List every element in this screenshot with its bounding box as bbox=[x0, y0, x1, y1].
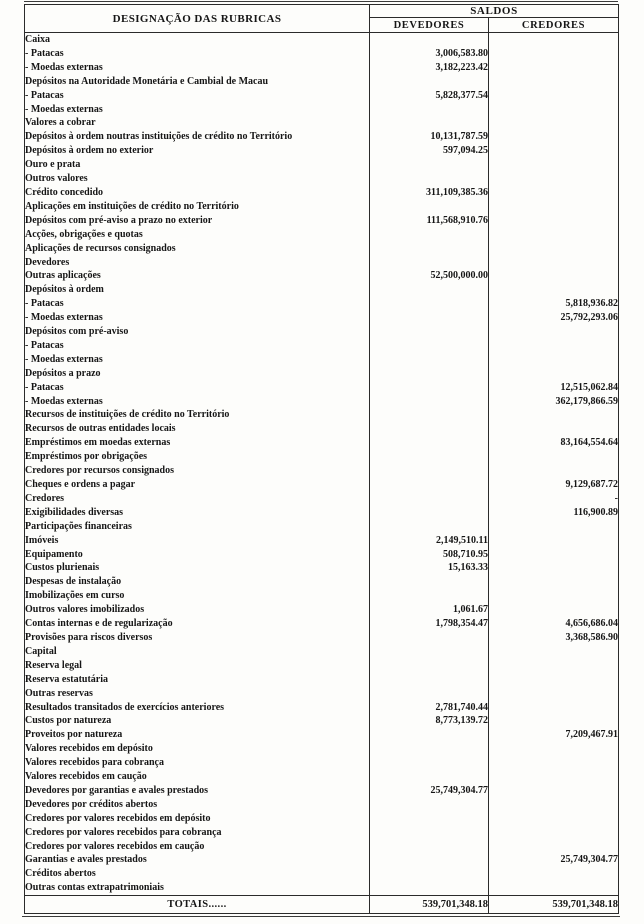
table-row bbox=[25, 603, 619, 617]
row-label: Depósitos à ordem noutras instituições de crédito no Território bbox=[25, 130, 370, 144]
row-devedores-value bbox=[370, 645, 489, 659]
totals-devedores-value: 539,701,348.18 bbox=[370, 896, 489, 914]
row-credores-value bbox=[489, 561, 619, 575]
row-credores-value: 83,164,554.64 bbox=[560, 437, 618, 449]
row-credores-value bbox=[489, 339, 619, 353]
table-row bbox=[25, 561, 619, 575]
table-row bbox=[25, 575, 619, 589]
row-credores-value bbox=[489, 172, 619, 186]
table-row bbox=[25, 812, 619, 826]
table-row bbox=[25, 450, 619, 464]
table-row bbox=[25, 33, 619, 47]
column-header-credores: CREDORES bbox=[489, 18, 619, 33]
row-devedores-value bbox=[370, 478, 489, 492]
row-devedores-value: 3,006,583.80 bbox=[370, 47, 489, 61]
row-credores-value: 12,515,062.84 bbox=[560, 381, 618, 393]
row-label: Depósitos na Autoridade Monetária e Cambial de Macau bbox=[25, 75, 370, 89]
column-header-designacao: DESIGNAÇÃO DAS RUBRICAS bbox=[25, 5, 370, 33]
row-credores-value bbox=[489, 798, 619, 812]
row-credores-value bbox=[489, 756, 619, 770]
row-label: Participações financeiras bbox=[25, 520, 370, 534]
row-devedores-value bbox=[370, 408, 489, 422]
table-row bbox=[25, 687, 619, 701]
row-label: - Patacas bbox=[25, 339, 370, 353]
table-row bbox=[25, 701, 619, 715]
row-devedores-value: 10,131,787.59 bbox=[370, 130, 489, 144]
row-label: Créditos abertos bbox=[25, 867, 370, 881]
row-label: Devedores por créditos abertos bbox=[25, 798, 370, 812]
table-row bbox=[25, 228, 619, 242]
row-credores-value bbox=[489, 47, 619, 61]
row-label: Caixa bbox=[25, 33, 370, 47]
table-row bbox=[25, 381, 619, 395]
column-header-devedores: DEVEDORES bbox=[370, 18, 489, 33]
table-row bbox=[25, 200, 619, 214]
row-credores-value bbox=[489, 881, 619, 895]
row-label: - Patacas bbox=[25, 89, 370, 103]
row-devedores-value bbox=[370, 520, 489, 534]
table-row bbox=[25, 548, 619, 562]
row-label: Credores por valores recebidos para cobrança bbox=[25, 826, 370, 840]
row-devedores-value bbox=[370, 464, 489, 478]
table-row bbox=[25, 436, 619, 450]
row-credores-value bbox=[489, 269, 619, 283]
row-devedores-value bbox=[370, 812, 489, 826]
row-credores-value: 25,792,293.06 bbox=[560, 312, 618, 324]
table-row bbox=[25, 756, 619, 770]
row-devedores-value bbox=[370, 242, 489, 256]
table-row bbox=[25, 408, 619, 422]
row-devedores-value bbox=[370, 228, 489, 242]
row-devedores-value bbox=[370, 395, 489, 409]
row-label: Depósitos à ordem no exterior bbox=[25, 144, 370, 158]
row-credores-value bbox=[489, 283, 619, 297]
row-label: Devedores por garantias e avales prestados bbox=[25, 784, 370, 798]
table-row bbox=[25, 283, 619, 297]
row-devedores-value bbox=[370, 728, 489, 742]
row-credores-value bbox=[489, 687, 619, 701]
table-row bbox=[25, 826, 619, 840]
row-credores-value bbox=[489, 867, 619, 881]
table-row bbox=[25, 116, 619, 130]
row-credores-value bbox=[489, 89, 619, 103]
row-devedores-value bbox=[370, 770, 489, 784]
row-label: Outras reservas bbox=[25, 687, 370, 701]
table-row bbox=[25, 840, 619, 854]
row-label: Credores por recursos consignados bbox=[25, 464, 370, 478]
table-row bbox=[25, 422, 619, 436]
row-credores-value bbox=[489, 534, 619, 548]
table-row bbox=[25, 714, 619, 728]
row-devedores-value bbox=[370, 103, 489, 117]
row-devedores-value bbox=[370, 200, 489, 214]
row-credores-value bbox=[489, 242, 619, 256]
bottom-double-rule bbox=[22, 916, 620, 917]
table-row bbox=[25, 158, 619, 172]
row-credores-value bbox=[489, 61, 619, 75]
row-devedores-value bbox=[370, 853, 489, 867]
row-devedores-value: 15,163.33 bbox=[370, 561, 489, 575]
table-row bbox=[25, 61, 619, 75]
row-credores-value bbox=[489, 589, 619, 603]
row-label: Recursos de instituições de crédito no Território bbox=[25, 408, 370, 422]
row-devedores-value: 25,749,304.77 bbox=[370, 784, 489, 798]
table-row bbox=[25, 172, 619, 186]
row-devedores-value bbox=[370, 840, 489, 854]
table-row bbox=[25, 659, 619, 673]
row-devedores-value bbox=[370, 172, 489, 186]
row-label: Proveitos por natureza bbox=[25, 728, 370, 742]
table-row bbox=[25, 673, 619, 687]
totals-label: TOTAIS...... bbox=[25, 896, 370, 914]
table-row bbox=[25, 867, 619, 881]
row-devedores-value bbox=[370, 367, 489, 381]
row-label: Cheques e ordens a pagar bbox=[25, 478, 370, 492]
row-label: Devedores bbox=[25, 256, 370, 270]
row-label: - Patacas bbox=[25, 47, 370, 61]
row-credores-value bbox=[489, 353, 619, 367]
row-devedores-value: 311,109,385.36 bbox=[370, 186, 489, 200]
row-label: Outras aplicações bbox=[25, 269, 370, 283]
row-devedores-value: 52,500,000.00 bbox=[370, 269, 489, 283]
row-credores-value bbox=[489, 548, 619, 562]
row-label: - Moedas externas bbox=[25, 311, 370, 325]
row-label: Valores recebidos em caução bbox=[25, 770, 370, 784]
row-label: Resultados transitados de exercícios anteriores bbox=[25, 701, 370, 715]
row-devedores-value: 2,781,740.44 bbox=[370, 701, 489, 715]
row-credores-value bbox=[489, 130, 619, 144]
row-credores-value bbox=[489, 214, 619, 228]
row-label: Custos plurienais bbox=[25, 561, 370, 575]
row-devedores-value bbox=[370, 589, 489, 603]
row-credores-value bbox=[489, 422, 619, 436]
row-label: - Patacas bbox=[25, 381, 370, 395]
row-label: Garantias e avales prestados bbox=[25, 853, 370, 867]
row-credores-value bbox=[489, 144, 619, 158]
table-row bbox=[25, 325, 619, 339]
row-label: - Moedas externas bbox=[25, 353, 370, 367]
row-label: Depósitos à ordem bbox=[25, 283, 370, 297]
row-label: Credores por valores recebidos em caução bbox=[25, 840, 370, 854]
row-label: - Moedas externas bbox=[25, 103, 370, 117]
table-row bbox=[25, 770, 619, 784]
row-devedores-value bbox=[370, 339, 489, 353]
row-label: Acções, obrigações e quotas bbox=[25, 228, 370, 242]
table-row bbox=[25, 478, 619, 492]
table-row bbox=[25, 214, 619, 228]
table-row bbox=[25, 645, 619, 659]
table-row bbox=[25, 617, 619, 631]
table-row bbox=[25, 297, 619, 311]
row-credores-value bbox=[489, 186, 619, 200]
table-body bbox=[25, 33, 619, 896]
row-credores-value: 3,368,586.90 bbox=[565, 631, 618, 643]
row-label: Credores bbox=[25, 492, 370, 506]
row-devedores-value bbox=[370, 506, 489, 520]
row-credores-value bbox=[489, 742, 619, 756]
row-credores-value bbox=[489, 200, 619, 214]
table-row bbox=[25, 534, 619, 548]
row-credores-value bbox=[489, 645, 619, 659]
row-label: Crédito concedido bbox=[25, 186, 370, 200]
row-credores-value bbox=[489, 575, 619, 589]
row-devedores-value bbox=[370, 492, 489, 506]
row-credores-value bbox=[489, 116, 619, 130]
table-row bbox=[25, 506, 619, 520]
row-devedores-value bbox=[370, 283, 489, 297]
table-row bbox=[25, 881, 619, 895]
row-devedores-value: 8,773,139.72 bbox=[370, 714, 489, 728]
table-row bbox=[25, 395, 619, 409]
row-devedores-value bbox=[370, 450, 489, 464]
row-credores-value bbox=[489, 701, 619, 715]
row-credores-value bbox=[489, 408, 619, 422]
row-devedores-value bbox=[370, 325, 489, 339]
row-label: - Moedas externas bbox=[25, 395, 370, 409]
row-devedores-value bbox=[370, 575, 489, 589]
table-row bbox=[25, 144, 619, 158]
table-row bbox=[25, 75, 619, 89]
row-devedores-value bbox=[370, 673, 489, 687]
balance-table bbox=[24, 4, 619, 914]
row-label: Exigibilidades diversas bbox=[25, 506, 370, 520]
row-credores-value: 5,818,936.82 bbox=[565, 298, 618, 310]
row-devedores-value bbox=[370, 436, 489, 450]
row-devedores-value bbox=[370, 687, 489, 701]
table-row bbox=[25, 186, 619, 200]
row-label: Reserva legal bbox=[25, 659, 370, 673]
row-devedores-value bbox=[370, 659, 489, 673]
table-row bbox=[25, 631, 619, 645]
row-devedores-value bbox=[370, 311, 489, 325]
table-row bbox=[25, 492, 619, 506]
totals-credores-value: 539,701,348.18 bbox=[489, 896, 619, 914]
row-credores-value bbox=[489, 520, 619, 534]
table-row bbox=[25, 367, 619, 381]
row-label: Depósitos a prazo bbox=[25, 367, 370, 381]
row-label: Depósitos com pré-aviso bbox=[25, 325, 370, 339]
row-label: - Moedas externas bbox=[25, 61, 370, 75]
row-label: Imobilizações em curso bbox=[25, 589, 370, 603]
column-header-saldos: SALDOS bbox=[370, 5, 619, 18]
row-credores-value bbox=[489, 228, 619, 242]
table-row bbox=[25, 130, 619, 144]
row-devedores-value bbox=[370, 353, 489, 367]
row-devedores-value bbox=[370, 33, 489, 47]
totals-row bbox=[25, 896, 619, 914]
row-devedores-value: 508,710.95 bbox=[370, 548, 489, 562]
row-label: Empréstimos por obrigações bbox=[25, 450, 370, 464]
row-label: Outros valores imobilizados bbox=[25, 603, 370, 617]
row-devedores-value bbox=[370, 297, 489, 311]
row-devedores-value bbox=[370, 826, 489, 840]
row-devedores-value: 1,061.67 bbox=[370, 603, 489, 617]
row-devedores-value bbox=[370, 422, 489, 436]
row-credores-value: - bbox=[614, 492, 618, 504]
row-credores-value bbox=[489, 812, 619, 826]
row-label: Despesas de instalação bbox=[25, 575, 370, 589]
row-label: Ouro e prata bbox=[25, 158, 370, 172]
row-devedores-value bbox=[370, 742, 489, 756]
row-credores-value bbox=[489, 367, 619, 381]
table-row bbox=[25, 853, 619, 867]
row-credores-value: 362,179,866.59 bbox=[555, 395, 618, 407]
row-devedores-value: 2,149,510.11 bbox=[370, 534, 489, 548]
row-credores-value bbox=[489, 714, 619, 728]
table-row bbox=[25, 784, 619, 798]
row-label: Aplicações de recursos consignados bbox=[25, 242, 370, 256]
row-label: Outros valores bbox=[25, 172, 370, 186]
row-devedores-value bbox=[370, 158, 489, 172]
row-label: Recursos de outras entidades locais bbox=[25, 422, 370, 436]
row-devedores-value: 5,828,377.54 bbox=[370, 89, 489, 103]
table-row bbox=[25, 353, 619, 367]
table-row bbox=[25, 742, 619, 756]
table-row bbox=[25, 242, 619, 256]
row-label: Valores recebidos em depósito bbox=[25, 742, 370, 756]
row-devedores-value bbox=[370, 798, 489, 812]
row-credores-value bbox=[489, 826, 619, 840]
row-label: Outras contas extrapatrimoniais bbox=[25, 881, 370, 895]
row-label: Credores por valores recebidos em depósito bbox=[25, 812, 370, 826]
row-credores-value bbox=[489, 659, 619, 673]
table-row bbox=[25, 89, 619, 103]
row-label: Aplicações em instituições de crédito no Território bbox=[25, 200, 370, 214]
row-label: Valores recebidos para cobrança bbox=[25, 756, 370, 770]
row-label: Contas internas e de regularização bbox=[25, 617, 370, 631]
table-row bbox=[25, 311, 619, 325]
row-label: - Patacas bbox=[25, 297, 370, 311]
row-devedores-value bbox=[370, 75, 489, 89]
row-credores-value bbox=[489, 770, 619, 784]
row-label: Depósitos com pré-aviso a prazo no exterior bbox=[25, 214, 370, 228]
row-credores-value: 4,656,686.04 bbox=[565, 618, 618, 630]
row-label: Provisões para riscos diversos bbox=[25, 631, 370, 645]
table-row bbox=[25, 103, 619, 117]
table-row bbox=[25, 464, 619, 478]
table-row bbox=[25, 269, 619, 283]
row-label: Capital bbox=[25, 645, 370, 659]
row-credores-value bbox=[489, 673, 619, 687]
row-label: Valores a cobrar bbox=[25, 116, 370, 130]
row-devedores-value bbox=[370, 381, 489, 395]
row-credores-value bbox=[489, 784, 619, 798]
table-row bbox=[25, 798, 619, 812]
row-label: Custos por natureza bbox=[25, 714, 370, 728]
row-credores-value bbox=[489, 75, 619, 89]
top-double-rule bbox=[24, 1, 618, 2]
row-label: Imóveis bbox=[25, 534, 370, 548]
row-devedores-value bbox=[370, 881, 489, 895]
row-credores-value bbox=[489, 325, 619, 339]
table-row bbox=[25, 589, 619, 603]
table-row bbox=[25, 520, 619, 534]
row-credores-value: 9,129,687.72 bbox=[565, 479, 618, 490]
table-row bbox=[25, 728, 619, 742]
row-devedores-value bbox=[370, 256, 489, 270]
row-devedores-value bbox=[370, 631, 489, 645]
row-devedores-value: 111,568,910.76 bbox=[370, 214, 489, 228]
row-credores-value bbox=[489, 256, 619, 270]
row-credores-value bbox=[489, 603, 619, 617]
row-credores-value: 25,749,304.77 bbox=[560, 854, 618, 866]
row-devedores-value: 597,094.25 bbox=[370, 144, 489, 158]
row-label: Empréstimos em moedas externas bbox=[25, 436, 370, 450]
row-credores-value bbox=[489, 450, 619, 464]
row-label: Equipamento bbox=[25, 548, 370, 562]
table-row bbox=[25, 47, 619, 61]
row-devedores-value: 3,182,223.42 bbox=[370, 61, 489, 75]
row-devedores-value bbox=[370, 116, 489, 130]
row-credores-value bbox=[489, 33, 619, 47]
row-credores-value bbox=[489, 158, 619, 172]
row-credores-value: 116,900.89 bbox=[573, 506, 618, 518]
row-devedores-value bbox=[370, 867, 489, 881]
header-row-saldos bbox=[25, 5, 619, 18]
row-label: Reserva estatutária bbox=[25, 673, 370, 687]
row-devedores-value: 1,798,354.47 bbox=[370, 617, 489, 631]
table-row bbox=[25, 339, 619, 353]
row-credores-value bbox=[489, 103, 619, 117]
row-credores-value bbox=[489, 464, 619, 478]
row-devedores-value bbox=[370, 756, 489, 770]
row-credores-value bbox=[489, 840, 619, 854]
row-credores-value: 7,209,467.91 bbox=[565, 729, 618, 741]
table-row bbox=[25, 256, 619, 270]
